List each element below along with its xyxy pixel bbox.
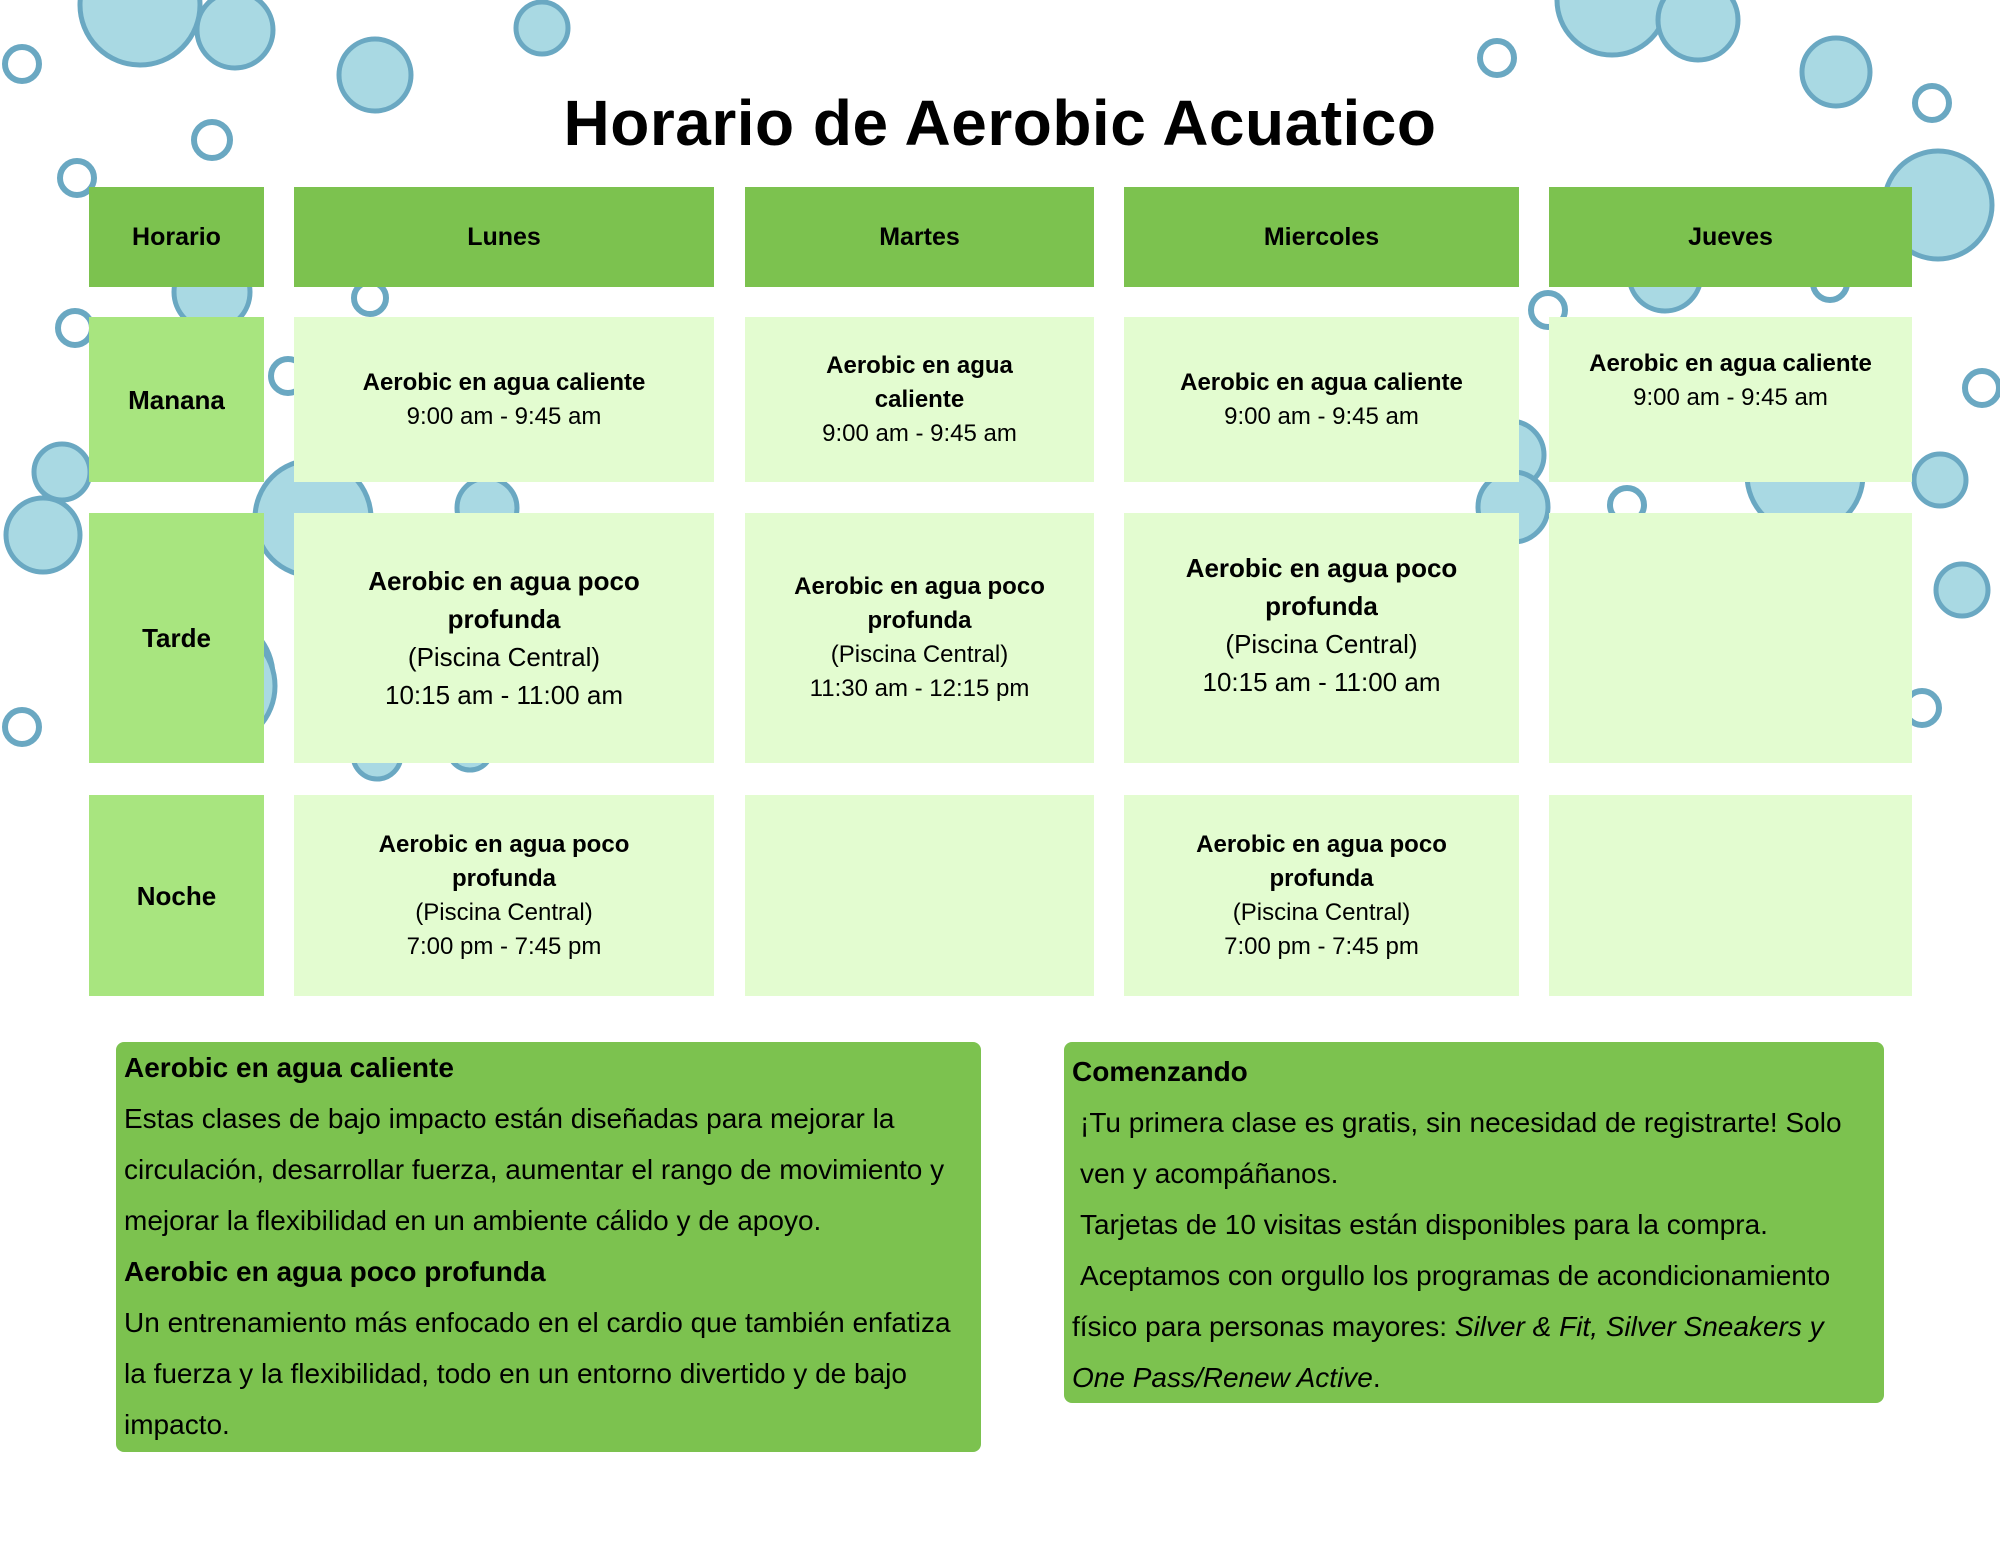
row-label-tarde: Tarde [89,513,264,763]
slot-tarde-martes [745,513,1094,763]
programs-intro: Aceptamos con orgullo los programas de acondicionamiento físico para personas mayores: [1072,1260,1831,1342]
class-location: (Piscina Central) [1225,629,1418,659]
ring [1480,41,1514,75]
class-time: 9:00 am - 9:45 am [1224,402,1419,430]
class-location: (Piscina Central) [1232,898,1411,926]
header-day-martes: Martes [745,187,1094,287]
header-day-lunes: Lunes [294,187,714,287]
row-label-manana: Manana [89,317,264,482]
class-name: Aerobic en agua poco profunda [794,573,1045,634]
row-label-noche: Noche [89,795,264,996]
slot-tarde-miercoles [1124,513,1519,763]
page-title: Horario de Aerobic Acuatico [563,87,1437,159]
bubble [1914,454,1966,506]
bubble [197,0,273,68]
slot-manana-martes [745,317,1094,482]
ring [1965,371,1999,405]
slot-manana-jueves [1549,317,1912,482]
descriptions-box [116,1042,981,1452]
bubble [34,444,90,500]
class-time: 7:00 pm - 7:45 pm [1224,932,1419,960]
getting-started-line-1: ¡Tu primera clase es gratis, sin necesidad de registrarte! Solo ven y acompáñanos. [1080,1107,1842,1189]
class-time: 9:00 am - 9:45 am [822,419,1017,447]
bubble [1557,0,1667,55]
class-name: Aerobic en agua caliente [1180,368,1463,396]
ring [5,710,39,744]
warm-class-description: Estas clases de bajo impacto están diseñadas para mejorar la circulación, desarrollar fuerza, aumentar el rango de movimiento y mejorar la flexibilidad en un ambiente cálido y de apoyo. [124,1103,945,1236]
class-time: 9:00 am - 9:45 am [1633,384,1828,411]
class-name: Aerobic en agua caliente [1589,350,1872,377]
class-location: (Piscina Central) [830,641,1009,668]
slot-tarde-jueves [1549,513,1912,763]
class-time: 9:00 am - 9:45 am [406,402,602,430]
programs-period: . [1372,1362,1381,1393]
header-corner: Horario [89,187,264,287]
ring [58,311,92,345]
class-name: Aerobic en agua poco profunda [1185,553,1458,621]
class-time: 7:00 pm - 7:45 pm [406,932,602,960]
header-day-miercoles: Miercoles [1124,187,1519,287]
class-location: (Piscina Central) [415,898,593,926]
slot-manana-lunes [294,317,714,482]
shallow-class-title: Aerobic en agua poco profunda [124,1256,546,1287]
getting-started-title: Comenzando [1072,1056,1248,1087]
bubble [1936,564,1988,616]
slot-manana-miercoles [1124,317,1519,482]
slot-noche-lunes [294,795,714,996]
class-name: Aerobic en agua poco profunda [1196,830,1447,892]
shallow-class-description: Un entrenamiento más enfocado en el cardio que también enfatiza la fuerza y la flexibilidad, todo en un entorno divertido y de bajo impacto. [124,1307,951,1440]
slot-noche-miercoles [1124,795,1519,996]
getting-started-line-2: Tarjetas de 10 visitas están disponibles para la compra. [1080,1209,1768,1240]
slot-noche-martes [745,795,1094,996]
programs-list: Silver & Fit, Silver Sneakers y One Pass/Renew Active [1072,1311,1824,1393]
class-name: Aerobic en agua caliente [826,351,1013,413]
class-location: (Piscina Central) [407,642,601,672]
ring [5,47,39,81]
class-name: Aerobic en agua caliente [362,368,646,396]
class-time: 11:30 am - 12:15 pm [809,675,1030,702]
warm-class-title: Aerobic en agua caliente [124,1052,454,1083]
class-time: 10:15 am - 11:00 am [385,680,623,710]
class-name: Aerobic en agua poco profunda [378,830,630,892]
bubble [1658,0,1738,60]
getting-started-box [1064,1042,1884,1403]
bubble [516,2,568,54]
slot-noche-jueves [1549,795,1912,996]
slot-tarde-lunes [294,513,714,763]
class-time: 10:15 am - 11:00 am [1202,667,1441,697]
bubble [6,498,80,572]
header-day-jueves: Jueves [1549,187,1912,287]
getting-started-line-3 [1072,1250,1876,1403]
bubble [80,0,200,65]
class-name: Aerobic en agua poco profunda [368,566,640,634]
